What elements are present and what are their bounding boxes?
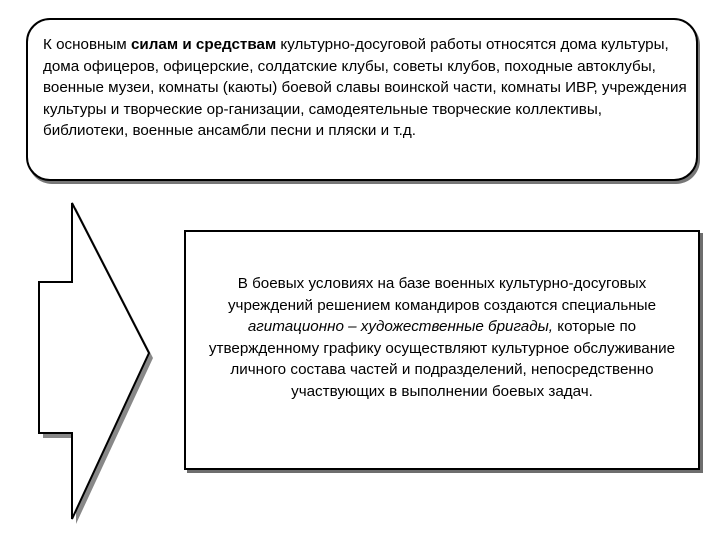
forces-text-part-3: культурно-досуговой работы относятся дома культуры, дома офицеров, офицерские, солдатские клубы, советы клубов, походные автоклубы, военные музеи, комнаты (каюты) боевой славы воинской части, комнаты ИВР, учреждения культуры и творческие ор-ганизации, самодеятельные творческие коллективы, библиотеки, военные ансамбли песни и пляски и т.д. bbox=[43, 36, 687, 140]
combat-text-part-3: которые по утвержденному графику осуществляют культурное обслуживание личного состава частей и подразделений, непосредственно участвующих в выполнении боевых задач. bbox=[208, 318, 676, 400]
combat-text-italic-term: агитационно – художественные бригады, bbox=[247, 318, 554, 336]
combat-conditions-box bbox=[184, 230, 700, 470]
forces-text-part-1: К основным bbox=[43, 36, 131, 53]
combat-text-part-1: В боевых условиях на базе военных культурно-досуговых учреждений решением командиров создаются специальные bbox=[227, 275, 657, 314]
arrow-body bbox=[39, 203, 149, 519]
forces-text-bold-term: силам и средствам bbox=[130, 36, 277, 53]
combat-conditions-text bbox=[194, 273, 690, 403]
